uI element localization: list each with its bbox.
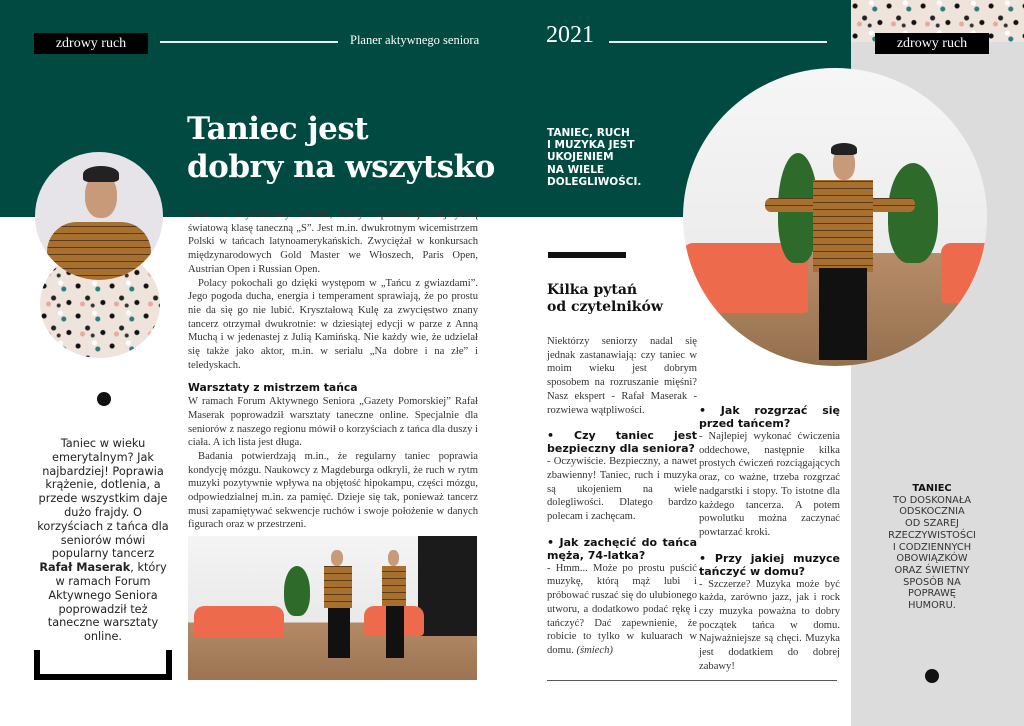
subheading: Warsztaty z mistrzem tańca bbox=[188, 381, 358, 395]
sidebar-quote-line: SPOSÓB NA bbox=[903, 576, 961, 588]
divider bbox=[160, 41, 338, 43]
lead-text bbox=[36, 437, 170, 644]
question: • Jak rozgrzać się przed tańcem? bbox=[699, 404, 840, 430]
portrait-photo bbox=[35, 152, 163, 280]
question: • Jak zachęcić do tańca męża, 74-latka? bbox=[547, 535, 697, 562]
bottom-rule bbox=[547, 680, 837, 681]
qa-intro: Niektórzy seniorzy nadal się jednak zastanawiają: czy taniec w moim wieku jest dobrym sposobem na rozruszanie mięśni? Nasz ekspert - Rafał Maserak - rozwiewa wątpliwości. bbox=[547, 336, 697, 416]
paragraph: Badania potwierdzają m.in., że regularny taniec poprawia kondycję mózgu. Naukowcy z Magdeburga odkryli, że ruch w rytm muzyki pozytywnie wpływa na objętość hipokampu, części mózgu, odpowiedzialnej m.in. za pamięć. Dzieje się tak, ponieważ tancerz musi zapamiętywać sekwencje ruchów i swoje położenie w danych figurach oraz w przestrzeni. bbox=[188, 450, 478, 531]
sidebar-quote-bold: TANIEC bbox=[912, 483, 952, 494]
sidebar-quote-line: I CODZIENNYCH bbox=[892, 541, 972, 553]
divider bbox=[609, 41, 827, 43]
qa-column-left bbox=[547, 335, 697, 658]
lead-name: Rafał Maserak bbox=[39, 561, 131, 575]
pull-quote-line: NA WIELE bbox=[547, 163, 605, 176]
dot-ornament bbox=[925, 669, 939, 683]
sidebar-quote-line: OD SZAREJ bbox=[905, 518, 959, 530]
answer: - Najlepiej wykonać ćwiczenia oddechowe, następnie kilka prostych ćwiczeń rozciągających oraz, co ważne, trzeba rozgrzać nadgarstki i stopy. To istotne dla każdego tancerza. A potem powolutku można zaczynać powtarzać kroki. bbox=[699, 431, 840, 538]
lead-text-part: , który w ramach Forum Aktywnego Seniora poprowadził też taneczne warsztaty online. bbox=[47, 561, 167, 644]
dance-photo bbox=[188, 536, 477, 680]
year: 2021 bbox=[546, 22, 594, 48]
answer bbox=[547, 562, 697, 658]
heading-bar bbox=[548, 252, 626, 258]
lead-text-part: Taniec w wieku emerytalnym? Jak najbardziej! Poprawia krążenie, dotlenia, a przede wszystkim daje dużo frajdy. O korzyściach z tańca dla seniorów mówi popularny tancerz bbox=[37, 437, 169, 561]
paragraph: Rafał to utytułowany tancerz, który reprezentuje najwyższą światową klasę taneczną „S”. Jest m.in. dwukrotnym wicemistrzem Polski w tańcach latynoamerykańskich. Zwyciężał w konkursach międzynarodowych Gold Master we Włoszech, Paris Open, Austrian Open i Russian Open. bbox=[188, 209, 478, 275]
sidebar-quote bbox=[862, 483, 1002, 612]
article-body bbox=[188, 208, 478, 532]
pull-quote-line: TANIEC, RUCH bbox=[547, 127, 630, 139]
sidebar-quote-line: ORAZ ŚWIETNY bbox=[894, 564, 970, 576]
title-line: Taniec jest bbox=[187, 111, 369, 147]
sidebar-quote-line: HUMORU. bbox=[908, 600, 956, 612]
answer-text: - Hmm... Może po prostu puścić muzykę, którą mąż lubi i próbować ruszać się do ulubionego utworu, a dodatkowo podać rękę i tańczyć? Dać zapewnienie, że robicie to tylko w kuluarach w domu. bbox=[547, 562, 697, 656]
answer: - Oczywiście. Bezpieczny, a nawet zbawienny! Taniec, ruch i muzyka są ukojeniem na wiele dolegliwości. Dlatego bardzo polecam i zachęcam. bbox=[547, 456, 697, 523]
sidebar-quote-line: OBOWIĄZKÓW bbox=[896, 553, 968, 565]
sidebar-quote-line: TO DOSKONAŁA bbox=[892, 494, 972, 506]
pull-quote bbox=[547, 127, 641, 188]
pull-quote-line: I MUZYKA JEST bbox=[547, 139, 635, 152]
sidebar-quote-line: RZECZYWISTOŚCI bbox=[888, 529, 976, 541]
title-line: dobry na wszytsko bbox=[187, 149, 495, 185]
bracket-ornament bbox=[34, 650, 172, 680]
qa-column-right bbox=[699, 404, 840, 674]
pull-quote-line: DOLEGLIWOŚCI. bbox=[547, 175, 642, 188]
answer: - Szczerze? Muzyka może być każda, zarówno jazz, jak i rock czy muzyka poważna to dobry początek tańca w domu. Najważniejsze są chęci. Muzyka jest dodatkiem do dobrej zabawy! bbox=[699, 578, 840, 672]
dot-ornament bbox=[97, 392, 111, 406]
article-title bbox=[187, 110, 495, 186]
publication-name: Planer aktywnego seniora bbox=[350, 33, 480, 47]
pull-quote-line: UKOJENIEM bbox=[547, 151, 614, 164]
paragraph: Polacy pokochali go dzięki występom w „Tańcu z gwiazdami”. Jego pogoda ducha, energia i temperament sprawiają, że po prostu nie da się go nie lubić. Kryształową Kulę za zwycięstwo znany tancerz otrzymał dwukrotnie: w dziesiątej edycji w parze z Anną Muchą i w jedenastej z Julią Kamińską. Nie każdy wie, że udzielał się także jako aktor, m.in. w serialu „Na dobre i na złe” i teledyskach. bbox=[188, 277, 478, 371]
sidebar-quote-line: ODSKOCZNIA bbox=[899, 506, 965, 518]
section-tag: zdrowy ruch bbox=[34, 33, 148, 54]
qa-heading bbox=[547, 282, 663, 316]
section-tag: zdrowy ruch bbox=[875, 33, 989, 54]
qa-heading-line: od czytelników bbox=[547, 299, 663, 315]
qa-heading-line: Kilka pytań bbox=[547, 282, 638, 298]
sidebar-quote-line: POPRAWĘ bbox=[908, 588, 956, 600]
answer-italic: (śmiech) bbox=[576, 644, 613, 656]
dancer-photo bbox=[683, 68, 987, 366]
paragraph: W ramach Forum Aktywnego Seniora „Gazety Pomorskiej” Rafał Maserak poprowadził warsztaty taneczne online. Specjalnie dla seniorów z naszego regionu mówił o korzyściach z tańca dla duszy i ciała. A ich lista jest długa. bbox=[188, 396, 478, 449]
question: • Przy jakiej muzyce tańczyć w domu? bbox=[699, 551, 840, 578]
question: • Czy taniec jest bezpieczny dla seniora? bbox=[547, 429, 697, 456]
